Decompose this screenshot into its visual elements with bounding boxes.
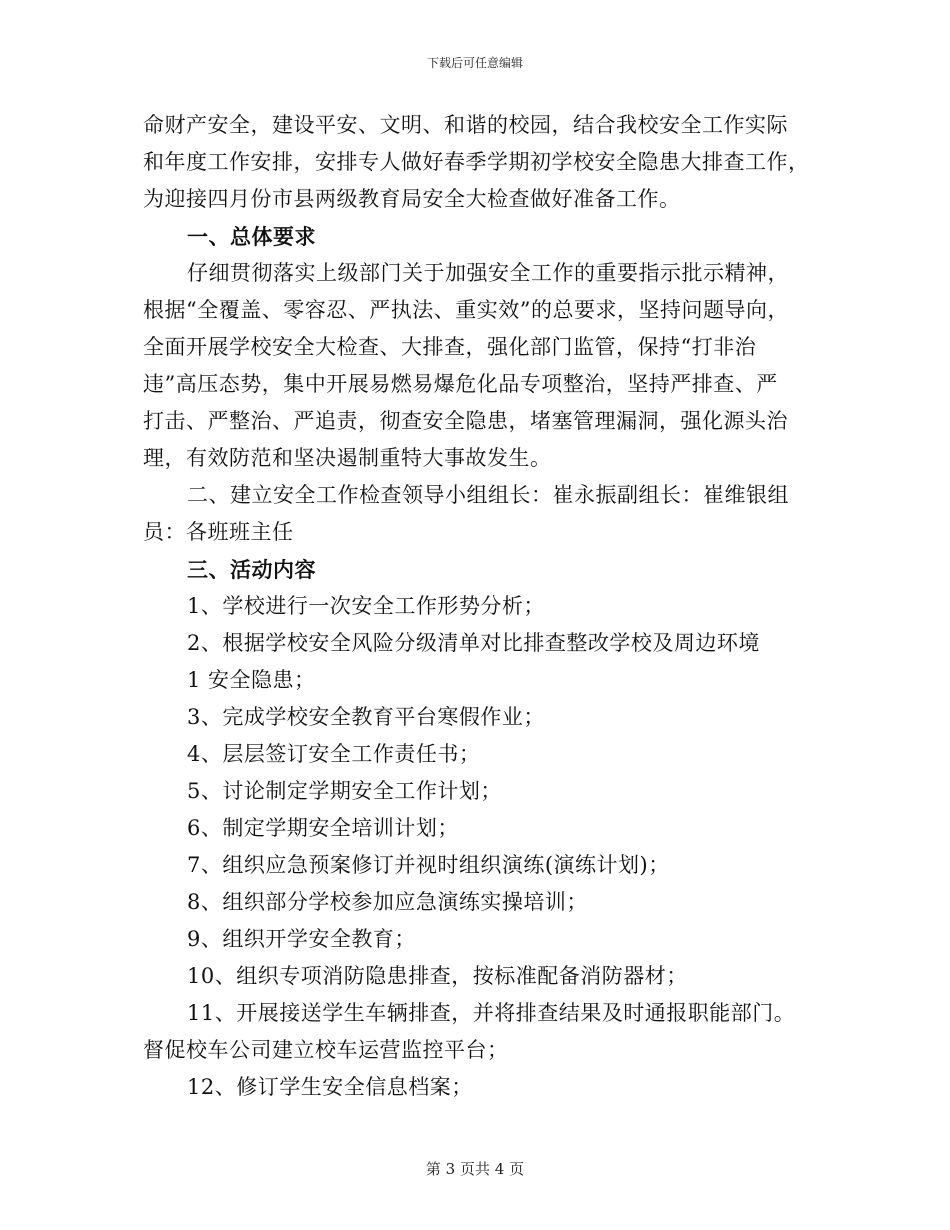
text-line: 违”高压态势，集中开展易燃易爆危化品专项整治，坚持严排查、严 xyxy=(143,372,778,396)
list-item: 5、讨论制定学期安全工作计划； xyxy=(187,779,502,803)
list-item: 2、根据学校安全风险分级清单对比排查整改学校及周边环境 xyxy=(187,631,760,655)
text-line: 为迎接四月份市县两级教育局安全大检查做好准备工作。 xyxy=(143,187,681,211)
text-line: 打击、严整治、严追责，彻查安全隐患，堵塞管理漏洞，强化源头治 xyxy=(143,409,788,433)
text-line: 员：各班班主任 xyxy=(143,520,294,544)
list-item: 1 安全隐患； xyxy=(187,668,316,692)
text-line: 督促校车公司建立校车运营监控平台； xyxy=(143,1038,509,1062)
text-line: 根据“全覆盖、零容忍、严执法、重实效”的总要求，坚持问题导向， xyxy=(143,298,789,322)
text-line: 二、建立安全工作检查领导小组组长：崔永振副组长：崔维银组 xyxy=(187,483,789,507)
text-line: 仔细贯彻落实上级部门关于加强安全工作的重要指示批示精神， xyxy=(187,261,789,285)
list-item: 6、制定学期安全培训计划； xyxy=(187,816,459,840)
page-footer: 第 3 页共 4 页 xyxy=(425,1160,525,1178)
list-item: 10、组织专项消防隐患排查，按标准配备消防器材； xyxy=(187,964,688,988)
text-line: 理，有效防范和坚决遏制重特大事故发生。 xyxy=(143,446,552,470)
text-line: 命财产安全，建设平安、文明、和谐的校园，结合我校安全工作实际 xyxy=(143,113,788,137)
text-line: 和年度工作安排，安排专人做好春季学期初学校安全隐患大排查工作， xyxy=(143,150,810,174)
page-header: 下载后可任意编辑 xyxy=(426,56,523,70)
list-item: 3、完成学校安全教育平台寒假作业； xyxy=(187,705,545,729)
list-item: 12、修订学生安全信息档案； xyxy=(187,1075,473,1099)
list-item: 11、开展接送学生车辆排查，并将排查结果及时通报职能部门。 xyxy=(187,1001,796,1025)
document-body xyxy=(143,107,808,1106)
section-heading: 三、活动内容 xyxy=(187,557,316,582)
list-item: 4、层层签订安全工作责任书； xyxy=(187,742,481,766)
list-item: 8、组织部分学校参加应急演练实操培训； xyxy=(187,890,588,914)
section-heading: 一、总体要求 xyxy=(187,224,316,249)
text-line: 全面开展学校安全大检查、大排查，强化部门监管，保持“打非治 xyxy=(143,335,757,359)
list-item: 1、学校进行一次安全工作形势分析； xyxy=(187,594,545,618)
list-item: 7、组织应急预案修订并视时组织演练(演练计划)； xyxy=(187,853,670,877)
list-item: 9、组织开学安全教育； xyxy=(187,927,416,951)
